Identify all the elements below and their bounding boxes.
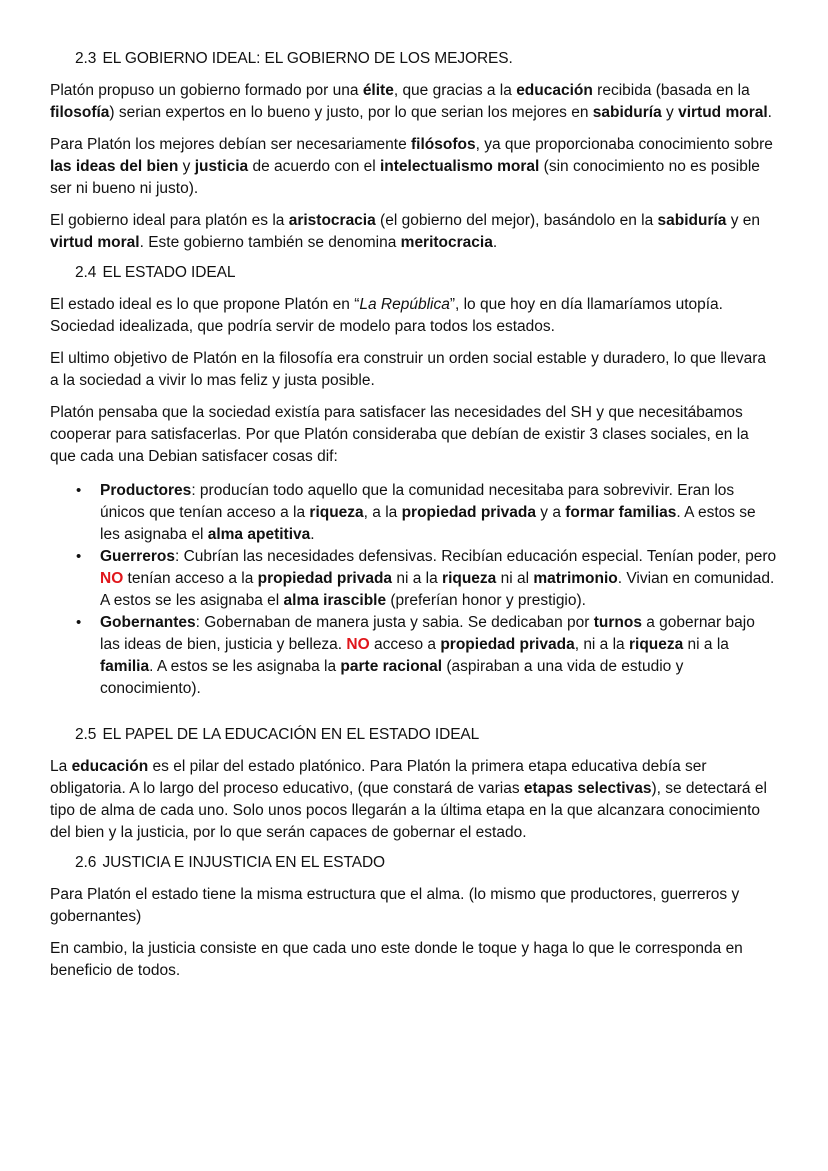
bold-term: élite — [362, 82, 394, 99]
bold-term: educación — [71, 758, 149, 775]
text-run: : Cubrían las necesidades defensivas. Recibían educación especial. Tenían poder, pero — [174, 548, 777, 565]
text-run: de acuerdo con el — [248, 158, 380, 175]
paragraph — [50, 756, 778, 844]
text-run: Para Platón los mejores debían ser necesariamente — [50, 136, 412, 153]
bold-term: justicia — [194, 158, 249, 175]
text-run: (preferían honor y prestigio). — [386, 592, 586, 609]
list-item-guerreros — [100, 546, 778, 612]
list-item-gobernantes — [100, 612, 778, 700]
section-heading-2-3 — [75, 48, 778, 70]
text-run: a gobernar bajo las ideas de bien, justicia y belleza. — [100, 614, 755, 653]
section-number: 2.4 — [75, 264, 97, 281]
bold-term: Productores — [100, 482, 192, 499]
text-run: y en — [726, 212, 761, 229]
bold-term: sabiduría — [657, 212, 727, 229]
text-run: (sin conocimiento no es posible ser ni bueno ni justo). — [50, 158, 760, 197]
bold-term: filósofos — [411, 136, 476, 153]
italic-title: La República — [359, 296, 450, 313]
list-item-productores — [100, 480, 778, 546]
text-run: recibida (basada en la — [592, 82, 750, 99]
section-heading-2-6 — [75, 852, 778, 874]
text-run: , ni a la — [574, 636, 629, 653]
text-run: La — [50, 758, 72, 775]
text-run: y a — [535, 504, 566, 521]
text-run: . — [492, 234, 498, 251]
bold-term: alma apetitiva — [207, 526, 311, 543]
bold-term: riqueza — [442, 570, 497, 587]
text-run: ni a la — [683, 636, 729, 653]
text-run: (el gobierno del mejor), basándolo en la — [375, 212, 658, 229]
section-title: EL GOBIERNO IDEAL: EL GOBIERNO DE LOS MEJORES. — [102, 50, 513, 67]
text-run: . — [310, 526, 315, 543]
bold-term: virtud moral — [50, 234, 140, 251]
paragraph — [50, 938, 778, 982]
text-run: En cambio, la justicia consiste en que cada uno este donde le toque y haga lo que le corresponda en beneficio de todos. — [50, 940, 743, 979]
text-run: : producían todo aquello que la comunidad necesitaba para sobrevivir. Eran los únicos que tenían acceso a la — [100, 482, 735, 521]
paragraph — [50, 80, 778, 124]
text-run: . A estos se les asignaba la — [149, 658, 341, 675]
text-run: Platón pensaba que la sociedad existía para satisfacer las necesidades del SH y que necesitábamos cooperar para satisfacerlas. Por que Platón consideraba que debían de existir 3 clases sociales, en la que cada una Debian satisfacer cosas dif: — [50, 404, 749, 465]
social-classes-list — [50, 480, 778, 700]
section-title: JUSTICIA E INJUSTICIA EN EL ESTADO — [102, 854, 386, 871]
bold-term: matrimonio — [533, 570, 618, 587]
bold-term: filosofía — [50, 104, 110, 121]
section-title: EL ESTADO IDEAL — [102, 264, 236, 281]
text-run: , que gracias a la — [393, 82, 517, 99]
paragraph — [50, 134, 778, 200]
bold-term: Guerreros — [100, 548, 175, 565]
text-run: , ya que proporcionaba conocimiento sobre — [475, 136, 773, 153]
paragraph — [50, 348, 778, 392]
text-run: El estado ideal es lo que propone Platón en “ — [50, 296, 360, 313]
text-run: es el pilar del estado platónico. Para Platón la primera etapa educativa debía ser obligatoria. A lo largo del proceso educativo, (que constará de varias — [50, 758, 707, 797]
text-run: ”, lo que hoy en día llamaríamos utopía. Sociedad idealizada, que podría servir de modelo para todos los estados. — [50, 296, 723, 335]
text-run: ) serian expertos en lo bueno y justo, por lo que serian los mejores en — [109, 104, 593, 121]
bold-term: turnos — [593, 614, 642, 631]
paragraph — [50, 294, 778, 338]
emphasis-negation: NO — [100, 570, 124, 587]
text-run: tenían acceso a la — [123, 570, 258, 587]
text-run: . Vivian en comunidad. A estos se les asignaba el — [100, 570, 775, 609]
bold-term: familia — [100, 658, 150, 675]
emphasis-negation: NO — [346, 636, 370, 653]
text-run: . Este gobierno también se denomina — [139, 234, 401, 251]
text-run: : Gobernaban de manera justa y sabia. Se dedicaban por — [195, 614, 594, 631]
text-run: . — [767, 104, 772, 121]
text-run: y — [661, 104, 679, 121]
section-number: 2.5 — [75, 726, 97, 743]
bold-term: parte racional — [340, 658, 443, 675]
bold-term: riqueza — [628, 636, 684, 653]
bold-term: propiedad privada — [401, 504, 536, 521]
text-run: El gobierno ideal para platón es la — [50, 212, 289, 229]
text-run: ni a la — [392, 570, 443, 587]
section-number: 2.6 — [75, 854, 97, 871]
section-title: EL PAPEL DE LA EDUCACIÓN EN EL ESTADO IDEAL — [102, 726, 480, 743]
bold-term: Gobernantes — [100, 614, 196, 631]
section-heading-2-4 — [75, 262, 778, 284]
text-run: acceso a — [369, 636, 441, 653]
bold-term: sabiduría — [592, 104, 662, 121]
bold-term: meritocracia — [400, 234, 493, 251]
text-run: Platón propuso un gobierno formado por una — [50, 82, 363, 99]
bold-term: propiedad privada — [257, 570, 393, 587]
bold-term: alma irascible — [283, 592, 387, 609]
bold-term: intelectualismo moral — [380, 158, 540, 175]
bold-term: las ideas del bien — [50, 158, 179, 175]
section-number: 2.3 — [75, 50, 97, 67]
bold-term: formar familias — [565, 504, 677, 521]
bold-term: educación — [516, 82, 593, 99]
text-run: (aspiraban a una vida de estudio y conocimiento). — [100, 658, 684, 697]
paragraph — [50, 884, 778, 928]
text-run: y — [178, 158, 195, 175]
text-run: Para Platón el estado tiene la misma estructura que el alma. (lo mismo que productores, guerreros y gobernantes) — [50, 886, 740, 925]
text-run: ), se detectará el tipo de alma de cada uno. Solo unos pocos llegarán a la última etapa en la que alcanzara conocimiento del bien y la justicia, por lo que serán capaces de gobernar el estado. — [50, 780, 767, 841]
text-run: , a la — [363, 504, 402, 521]
bold-term: propiedad privada — [440, 636, 575, 653]
bold-term: riqueza — [309, 504, 364, 521]
text-run: El ultimo objetivo de Platón en la filosofía era construir un orden social estable y duradero, lo que llevara a la sociedad a vivir lo mas feliz y justa posible. — [50, 350, 766, 389]
bold-term: virtud moral — [678, 104, 768, 121]
text-run: ni al — [496, 570, 534, 587]
bold-term: etapas selectivas — [523, 780, 652, 797]
text-run: . A estos se les asignaba el — [100, 504, 756, 543]
section-heading-2-5 — [75, 724, 778, 746]
paragraph — [50, 402, 778, 468]
bold-term: aristocracia — [288, 212, 376, 229]
paragraph — [50, 210, 778, 254]
